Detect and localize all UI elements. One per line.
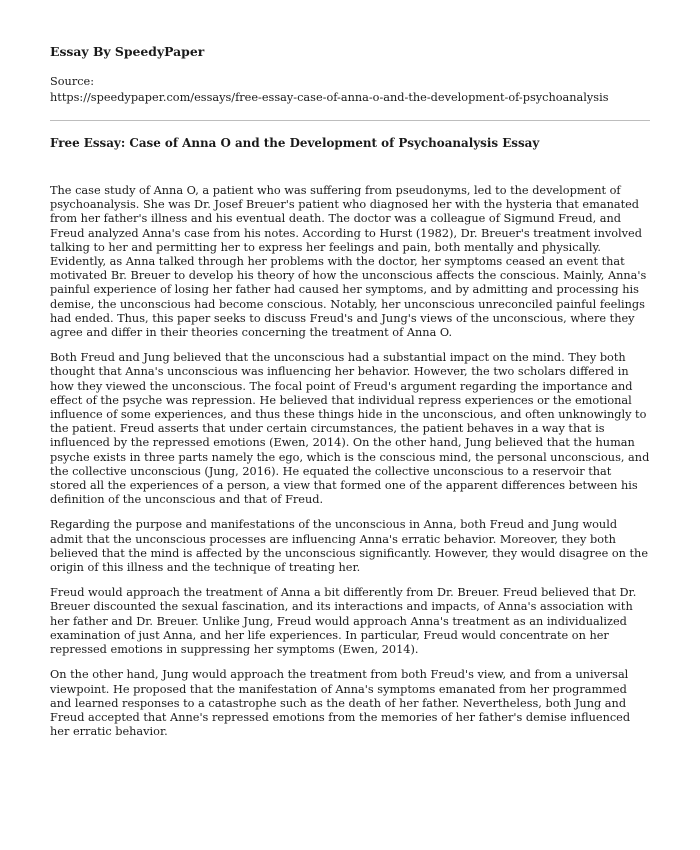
document-brand: Essay By SpeedyPaper xyxy=(50,44,205,59)
source-label: Source: xyxy=(50,75,95,88)
paragraph: Both Freud and Jung believed that the unconscious had a substantial impact on the mind. They both thought that Anna's unconscious was influencing her behavior. However, the two scholars differed in how they viewed the unconscious. The focal point of Freud's argument regarding the importance and effect of the psyche was repression. He believed that individual repress experiences or the emotional influence of some experiences, and thus these things hide in the unconscious, and often unknowingly to the patient. Freud asserts that under certain circumstances, the patient behaves in a way that is influenced by the repressed emotions (Ewen, 2014). On the other hand, Jung believed that the human psyche exists in three parts namely the ego, which is the conscious mind, the personal unconscious, and the collective unconscious (Jung, 2016). He equated the collective unconscious to a reservoir that stored all the experiences of a person, a view that formed one of the apparent differences between his definition of the unconscious and that of Freud. xyxy=(50,351,650,507)
paragraph: On the other hand, Jung would approach the treatment from both Freud's view, and from a universal viewpoint. He proposed that the manifestation of Anna's symptoms emanated from her programmed and learned responses to a catastrophe such as the death of her father. Nevertheless, both Jung and Freud accepted that Anne's repressed emotions from the memories of her father's demise influenced her erratic behavior. xyxy=(50,668,631,739)
paragraph: Regarding the purpose and manifestations of the unconscious in Anna, both Freud and Jung would admit that the unconscious processes are influencing Anna's erratic behavior. Moreover, they both believed that the mind is affected by the unconscious significantly. However, they would disagree on the origin of this illness and the technique of treating her. xyxy=(50,518,649,575)
document-page xyxy=(50,44,650,750)
paragraph: The case study of Anna O, a patient who was suffering from pseudonyms, led to the development of psychoanalysis. She was Dr. Josef Breuer's patient who diagnosed her with the hysteria that emanated from her father's illness and his eventual death. The doctor was a colleague of Sigmund Freud, and Freud analyzed Anna's case from his notes. According to Hurst (1982), Dr. Breuer's treatment involved talking to her and permitting her to express her feelings and pain, both mentally and physically. Evidently, as Anna talked through her problems with the doctor, her symptoms ceased an event that motivated Br. Breuer to develop his theory of how the unconscious affects the conscious. Mainly, Anna's painful experience of losing her father had caused her symptoms, and by admitting and processing his demise, the unconscious had become conscious. Notably, her unconscious unreconciled painful feelings had ended. Thus, this paper seeks to discuss Freud's and Jung's views of the unconscious, where they agree and differ in their theories concerning the treatment of Anna O. xyxy=(50,184,647,340)
source-block xyxy=(50,74,650,106)
essay-body xyxy=(50,184,650,739)
essay-title: Free Essay: Case of Anna O and the Development of Psychoanalysis Essay xyxy=(50,136,540,150)
source-url: https://speedypaper.com/essays/free-essay-case-of-anna-o-and-the-development-of-psychoanalysis xyxy=(50,91,609,104)
divider xyxy=(50,120,650,121)
paragraph: Freud would approach the treatment of Anna a bit differently from Dr. Breuer. Freud believed that Dr. Breuer discounted the sexual fascination, and its interactions and impacts, of Anna's association with her father and Dr. Breuer. Unlike Jung, Freud would approach Anna's treatment as an individualized examination of just Anna, and her life experiences. In particular, Freud would concentrate on her repressed emotions in suppressing her symptoms (Ewen, 2014). xyxy=(50,586,637,657)
